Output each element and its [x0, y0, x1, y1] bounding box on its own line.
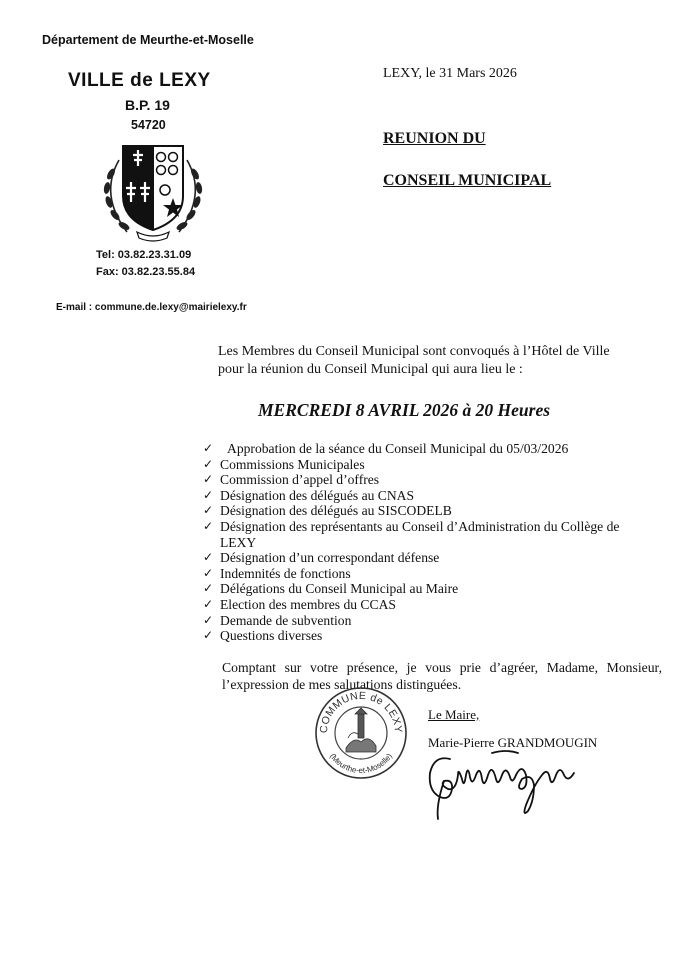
fax-number: Fax: 03.82.23.55.84 [96, 266, 196, 278]
telephone: Tel: 03.82.23.31.09 [96, 249, 192, 261]
postal-code: 54720 [131, 118, 166, 132]
agenda-item: ✓ Commissions Municipales [203, 456, 365, 472]
agenda-item: ✓ Indemnités de fonctions [203, 565, 351, 581]
checkmark-icon: ✓ [203, 456, 214, 471]
checkmark-icon: ✓ [203, 503, 214, 518]
intro-line-2: pour la réunion du Conseil Municipal qui aura lieu le : [218, 362, 523, 377]
checkmark-icon: ✓ [203, 441, 214, 455]
agenda-item: ✓ Approbation de la séance du Conseil Municipal du 05/03/2026 [203, 441, 569, 456]
official-seal-stamp [314, 686, 408, 780]
checkmark-icon: ✓ [203, 518, 214, 533]
agenda-item: ✓ Questions diverses [203, 628, 323, 644]
checkmark-icon: ✓ [203, 628, 214, 643]
signatory-title: Le Maire, [428, 707, 480, 722]
agenda-list [203, 441, 623, 644]
checkmark-icon: ✓ [203, 596, 214, 611]
department-name: Département de Meurthe-et-Moselle [42, 33, 254, 47]
closing-paragraph: Comptant sur votre présence, je vous prie d’agréer, Madame, Monsieur, l’expression de mes salutations distinguées. [222, 660, 662, 692]
checkmark-icon: ✓ [203, 581, 214, 596]
agenda-item: ✓ Demande de subvention [203, 612, 352, 628]
agenda-item: ✓ Désignation des délégués au CNAS [203, 487, 415, 503]
agenda-item: ✓ Désignation des délégués au SISCODELB [203, 503, 452, 519]
agenda-item: ✓ Désignation d’un correspondant défense [203, 550, 440, 566]
checkmark-icon: ✓ [203, 565, 214, 580]
intro-line-1: Les Membres du Conseil Municipal sont convoqués à l’Hôtel de Ville [218, 344, 610, 359]
document-title-line-2: CONSEIL MUNICIPAL [383, 172, 552, 189]
agenda-item: ✓ Election des membres du CCAS [203, 596, 396, 612]
po-box: B.P. 19 [125, 97, 170, 113]
handwritten-signature [422, 745, 582, 825]
seal-bottom-text: (Meurthe-et-Moselle) [328, 751, 394, 776]
checkmark-icon: ✓ [203, 487, 214, 502]
agenda-item: ✓ Délégations du Conseil Municipal au Maire [203, 581, 459, 597]
coat-of-arms-icon [97, 140, 209, 242]
agenda-item: ✓ Commission d’appel d’offres [203, 472, 380, 488]
signatory-name: Marie-Pierre GRANDMOUGIN [428, 735, 598, 750]
town-name: VILLE de LEXY [68, 70, 211, 91]
checkmark-icon: ✓ [203, 550, 214, 565]
agenda-item: ✓ Désignation des représentants au Conseil d’Administration du Collège de LEXY [203, 518, 620, 550]
checkmark-icon: ✓ [203, 612, 214, 627]
dateline: LEXY, le 31 Mars 2026 [383, 66, 517, 81]
checkmark-icon: ✓ [203, 472, 214, 487]
document-title-line-1: REUNION DU [383, 130, 486, 147]
meeting-datetime: MERCREDI 8 AVRIL 2026 à 20 Heures [258, 400, 551, 420]
email-address: E-mail : commune.de.lexy@mairielexy.fr [56, 302, 247, 313]
seal-top-text: COMMUNE de LEXY [317, 689, 405, 734]
